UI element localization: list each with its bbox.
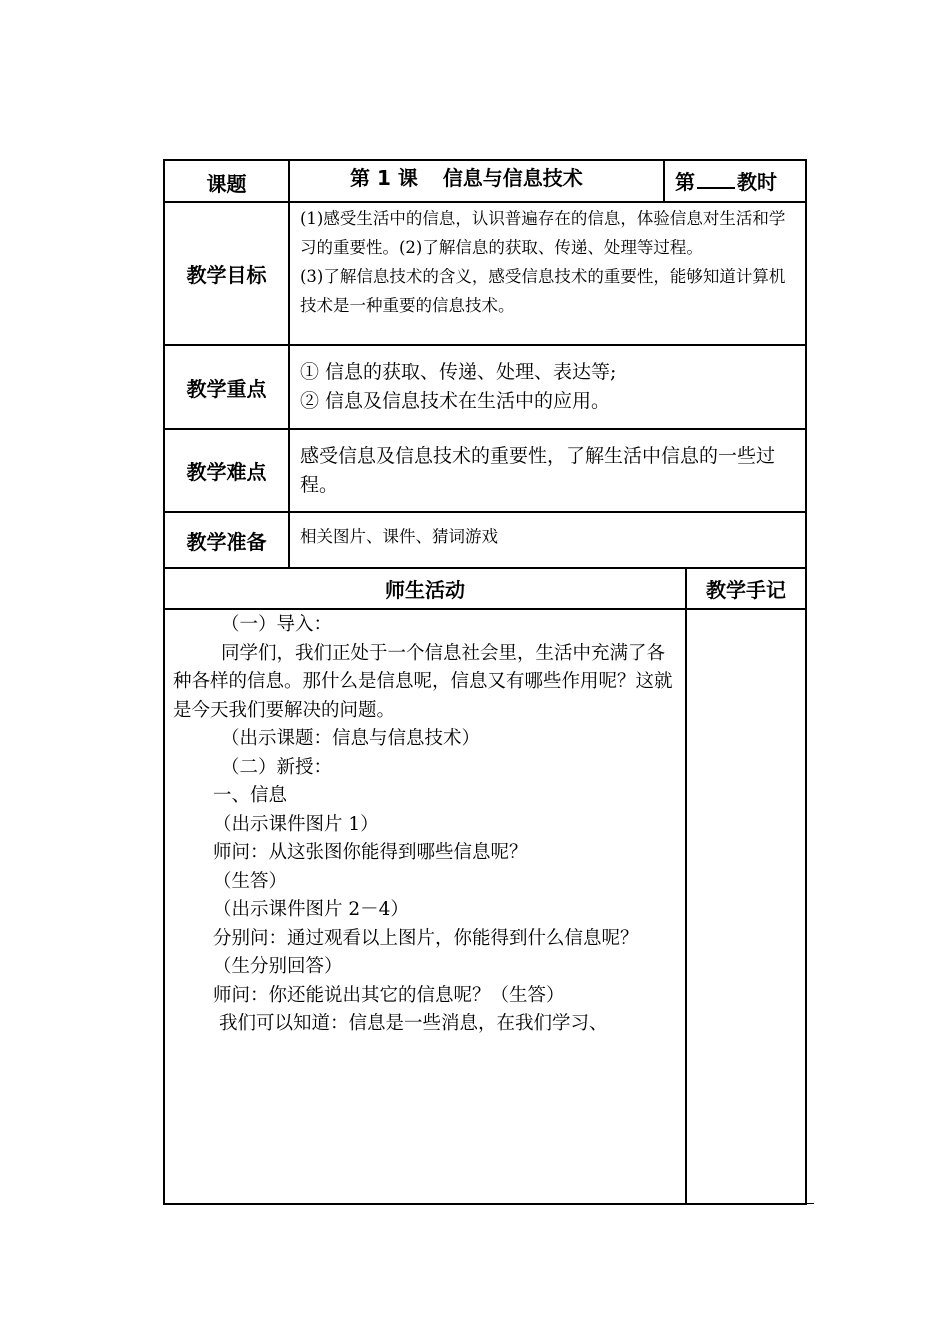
- topic-label: 课题: [206, 171, 247, 196]
- activity-line: 分别问：通过观看以上图片，你能得到什么信息呢？: [213, 927, 639, 949]
- activity-column-header: 师生活动: [385, 578, 465, 602]
- key-point-1: ① 信息的获取、传递、处理、表达等;: [300, 361, 617, 383]
- activity-body: [165, 611, 685, 1201]
- lesson-title: 信息与信息技术: [442, 166, 583, 190]
- goals-paragraph-2: (3)了解信息技术的含义，感受信息技术的重要性，能够知道计算机技术是一种重要的信息技术。: [300, 267, 786, 315]
- activity-line: 师问：从这张图你能得到哪些信息呢？: [213, 842, 528, 863]
- activity-line: 一、信息: [213, 785, 288, 806]
- goals-paragraph-1: (1)感受生活中的信息，认识普遍存在的信息，体验信息对生活和学习的重要性。(2)了解信息的获取、传递、处理等过程。: [300, 209, 786, 257]
- goals-text: [290, 204, 805, 344]
- activity-line: （生答）: [213, 870, 288, 892]
- row-divider: [163, 608, 807, 610]
- key-point-2: ② 信息及信息技术在生活中的应用。: [300, 390, 611, 412]
- period-cell: [665, 166, 805, 200]
- table-border-top: [163, 159, 807, 161]
- activity-line: （二）新授：: [221, 756, 333, 778]
- table-border-right: [805, 159, 807, 1205]
- activity-line: （出示课件图片 1）: [213, 813, 379, 835]
- preparation-label: 教学准备: [186, 529, 267, 554]
- activity-line: （出示课件图片 2－4）: [213, 899, 409, 920]
- difficulties-text: 感受信息及信息技术的重要性，了解生活中信息的一些过程。: [300, 445, 776, 496]
- activity-line: （一）导入：: [221, 614, 333, 635]
- period-prefix: 第: [675, 170, 695, 194]
- difficulties-label: 教学难点: [186, 460, 267, 484]
- period-blank: [697, 169, 735, 189]
- preparation-text: 相关图片、课件、猜词游戏: [300, 527, 498, 546]
- key-points-text: [290, 358, 805, 428]
- lesson-title-cell: [290, 162, 663, 200]
- activity-line: （出示课题：信息与信息技术）: [221, 728, 481, 749]
- bottom-tail-mark: [805, 1203, 814, 1204]
- notes-body: [687, 611, 805, 1201]
- goals-label: 教学目标: [186, 263, 267, 287]
- activity-line: 我们可以知道：信息是一些消息，在我们学习、: [219, 1013, 608, 1034]
- activity-line: 同学们，我们正处于一个信息社会里，生活中充满了各种各样的信息。那什么是信息呢，信息又有哪些作用呢？这就是今天我们要解决的问题。: [173, 642, 673, 721]
- activity-line: 师问：你还能说出其它的信息呢？（生答）: [213, 984, 565, 1006]
- lesson-number: 第 1 课: [350, 166, 418, 190]
- activity-line: （生分别回答）: [213, 956, 343, 977]
- period-suffix: 教时: [737, 170, 777, 194]
- key-points-label: 教学重点: [186, 376, 267, 401]
- notes-column-header: 教学手记: [706, 578, 786, 602]
- table-border-bottom: [163, 1203, 807, 1205]
